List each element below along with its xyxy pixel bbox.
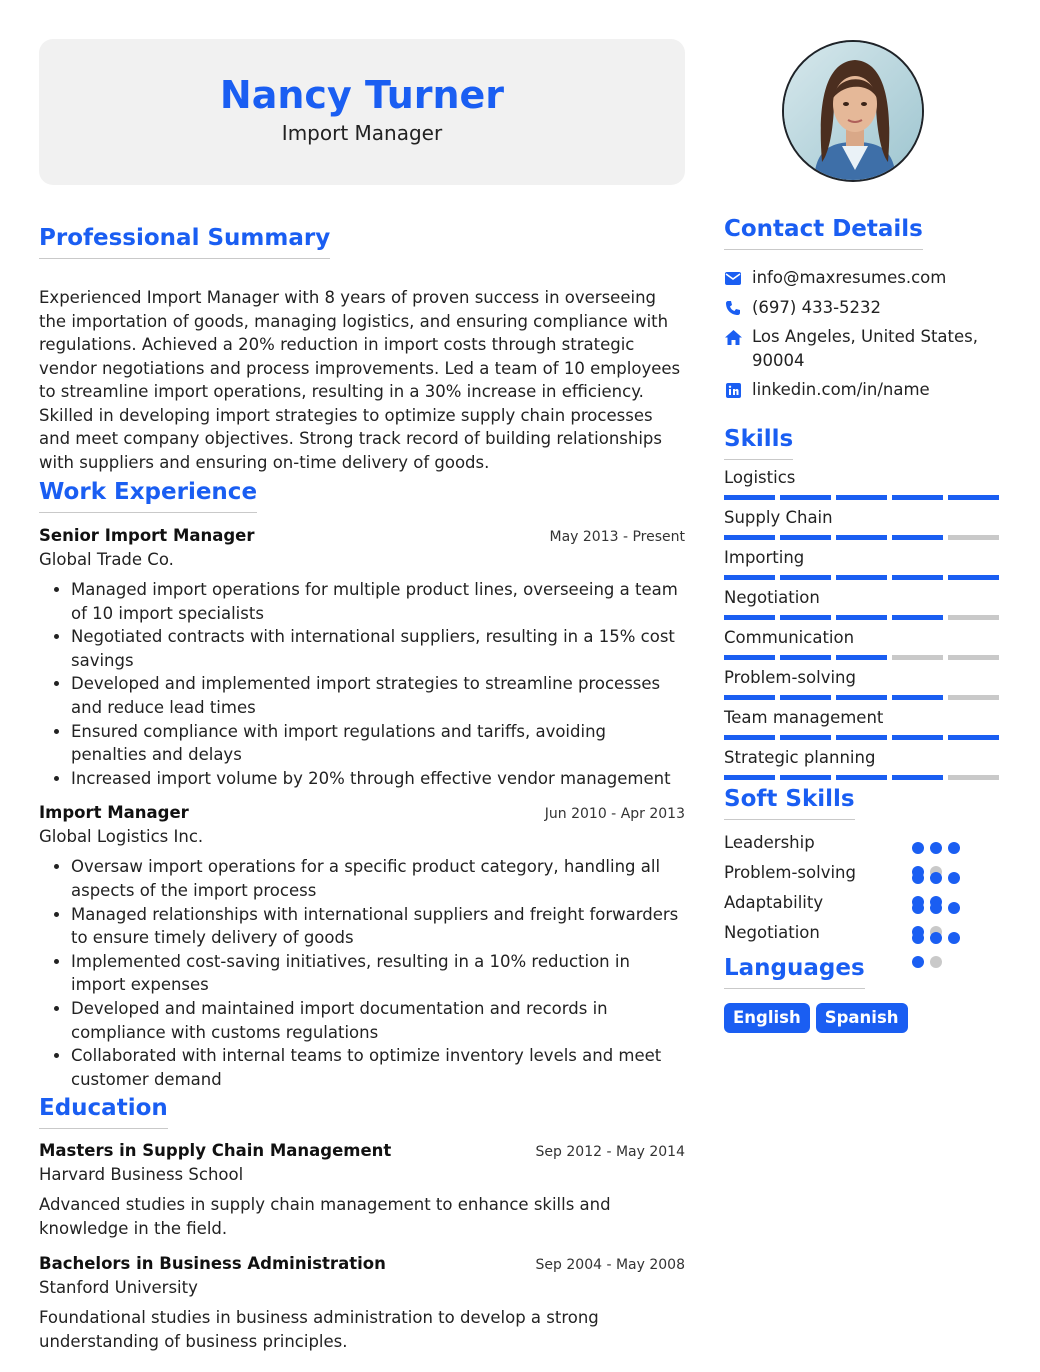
skill-bar [724, 775, 1000, 780]
bullet-item: • Oversaw import operations for a specific product category, handling all aspects of the import process [71, 855, 685, 902]
skill-item [724, 666, 1000, 700]
skill-bar-segment [836, 695, 887, 700]
bullet-item: • Developed and implemented import strategies to streamline processes and reduce lead times [71, 672, 685, 719]
skill-bar-segment [948, 775, 999, 780]
job-bullets [39, 578, 685, 790]
skill-bar-segment [836, 775, 887, 780]
address-text: Los Angeles, United States, 90004 [752, 327, 979, 370]
soft-skill-item [724, 921, 1000, 951]
skill-bar-segment [948, 575, 999, 580]
candidate-role: Import Manager [281, 121, 443, 145]
bullet-item: • Managed relationships with international suppliers and freight forwarders to ensure timely delivery of goods [71, 903, 685, 950]
skill-bar-segment [724, 775, 775, 780]
languages-heading: Languages [724, 953, 865, 989]
linkedin-icon [724, 381, 742, 399]
rating-dot [930, 872, 942, 884]
soft-skills-heading: Soft Skills [724, 784, 855, 820]
skill-bar-segment [780, 535, 831, 540]
job-title: Import Manager [39, 803, 189, 823]
skill-bar-segment [780, 615, 831, 620]
education-date: Sep 2012 - May 2014 [535, 1144, 685, 1161]
skill-item [724, 586, 1000, 620]
work-heading: Work Experience [39, 477, 257, 513]
skill-bar-segment [892, 535, 943, 540]
rating-dot [912, 902, 924, 914]
skill-bar-segment [724, 655, 775, 660]
phone-text: (697) 433-5232 [752, 297, 882, 317]
email-text: info@maxresumes.com [752, 268, 947, 287]
left-column [39, 223, 685, 1353]
skill-item [724, 746, 1000, 780]
skill-item [724, 466, 1000, 500]
skill-bar-segment [836, 495, 887, 500]
rating-dot [912, 872, 924, 884]
rating-dot [948, 842, 960, 854]
soft-skill-name: Problem-solving [724, 862, 856, 882]
skill-bar-segment [724, 695, 775, 700]
summary-text: Experienced Import Manager with 8 years of proven success in overseeing the importation of goods, managing logistics, and ensuring compliance with regulations. Achieved a 20% reduction in import costs through strategic vendor negotiations and process improvements. Led a team of 10 employees to streamline import operations, resulting in a 30% increase in efficiency. Skilled in developing import strategies to optimize supply chain processes and meet company objectives. Strong track record of building relationships with suppliers and ensuring on-time delivery of goods. [39, 288, 681, 472]
skill-bar-segment [836, 655, 887, 660]
profile-photo [782, 40, 924, 182]
contact-email[interactable] [724, 266, 1000, 290]
skill-bar-segment [836, 535, 887, 540]
header-card [39, 39, 685, 185]
skill-bar-segment [948, 695, 999, 700]
rating-dot [930, 842, 942, 854]
job-entry [39, 801, 685, 1091]
candidate-name: Nancy Turner [219, 73, 505, 117]
school-name: Harvard Business School [39, 1165, 244, 1185]
bullet-item: • Developed and maintained import documentation and records in compliance with customs regulations [71, 997, 685, 1044]
skill-bar-segment [892, 615, 943, 620]
skills-list [724, 466, 1000, 780]
soft-skill-name: Leadership [724, 832, 815, 852]
skill-name: Problem-solving [724, 667, 856, 687]
portrait-illustration [784, 42, 924, 182]
bullet-item: • Increased import volume by 20% through effective vendor management [71, 767, 685, 791]
skills-heading: Skills [724, 424, 793, 460]
rating-dot [912, 932, 924, 944]
soft-skill-item [724, 861, 1000, 891]
languages-list [724, 1003, 1000, 1033]
soft-skills-list [724, 831, 1000, 951]
education-entry [39, 1252, 685, 1353]
soft-skill-item [724, 831, 1000, 861]
bullet-item: • Implemented cost-saving initiatives, resulting in a 10% reduction in import expenses [71, 950, 685, 997]
skill-item [724, 626, 1000, 660]
skill-bar-segment [780, 655, 831, 660]
skill-bar-segment [948, 535, 999, 540]
skill-bar-segment [780, 495, 831, 500]
bullet-item: • Negotiated contracts with international suppliers, resulting in a 15% cost savings [71, 625, 685, 672]
skill-name: Negotiation [724, 587, 820, 607]
rating-dot [930, 956, 942, 968]
linkedin-text: linkedin.com/in/name [752, 380, 930, 399]
skill-bar-segment [724, 575, 775, 580]
education-heading: Education [39, 1093, 168, 1129]
contact-address [724, 325, 1000, 372]
degree-title: Bachelors in Business Administration [39, 1254, 386, 1274]
soft-skill-name: Negotiation [724, 922, 820, 942]
skill-bar [724, 615, 1000, 620]
skill-bar [724, 535, 1000, 540]
skill-name: Strategic planning [724, 747, 876, 767]
language-badge: English [724, 1003, 810, 1033]
education-description: Foundational studies in business administration to develop a strong understanding of business principles. [39, 1308, 599, 1351]
bullet-item: • Collaborated with internal teams to optimize inventory levels and meet customer demand [71, 1044, 685, 1091]
rating-dot [930, 932, 942, 944]
skill-bar-segment [948, 615, 999, 620]
skill-bar-segment [948, 495, 999, 500]
job-entry [39, 524, 685, 790]
skill-name: Importing [724, 547, 805, 567]
education-date: Sep 2004 - May 2008 [535, 1257, 685, 1274]
skill-bar-segment [948, 655, 999, 660]
rating-dot [948, 872, 960, 884]
soft-skill-name: Adaptability [724, 892, 824, 912]
rating-dot [912, 956, 924, 968]
skill-bar-segment [724, 615, 775, 620]
skill-bar-segment [724, 535, 775, 540]
rating-dot [912, 842, 924, 854]
skill-bar-segment [780, 695, 831, 700]
envelope-icon [724, 269, 742, 287]
skill-bar-segment [780, 775, 831, 780]
job-bullets [39, 855, 685, 1091]
skill-name: Logistics [724, 467, 796, 487]
contact-linkedin[interactable] [724, 378, 1000, 402]
contact-list [724, 266, 1000, 402]
skill-bar-segment [892, 655, 943, 660]
contact-phone[interactable] [724, 296, 1000, 320]
skill-bar-segment [780, 735, 831, 740]
bullet-item: • Ensured compliance with import regulations and tariffs, avoiding penalties and delays [71, 720, 685, 767]
skill-name: Team management [724, 707, 884, 727]
skill-name: Communication [724, 627, 855, 647]
school-name: Stanford University [39, 1278, 198, 1298]
bullet-item: • Managed import operations for multiple product lines, overseeing a team of 10 import specialists [71, 578, 685, 625]
skill-bar-segment [780, 575, 831, 580]
skill-bar-segment [836, 735, 887, 740]
skill-bar [724, 695, 1000, 700]
contact-heading: Contact Details [724, 214, 923, 250]
skill-bar-segment [892, 575, 943, 580]
skill-item [724, 706, 1000, 740]
job-company: Global Logistics Inc. [39, 827, 204, 847]
job-company: Global Trade Co. [39, 550, 174, 569]
home-icon [724, 328, 742, 346]
skill-bar [724, 495, 1000, 500]
degree-title: Masters in Supply Chain Management [39, 1141, 392, 1161]
education-description: Advanced studies in supply chain management to enhance skills and knowledge in the field. [39, 1195, 611, 1238]
skill-bar-segment [892, 775, 943, 780]
job-title: Senior Import Manager [39, 526, 255, 545]
skill-item [724, 506, 1000, 540]
phone-icon [724, 299, 742, 317]
skill-bar-segment [892, 695, 943, 700]
education-entry [39, 1139, 685, 1240]
job-date: Jun 2010 - Apr 2013 [544, 806, 685, 823]
skill-bar-segment [948, 735, 999, 740]
soft-skill-rating [912, 927, 982, 975]
skill-name: Supply Chain [724, 507, 833, 527]
skill-item [724, 546, 1000, 580]
skill-bar-segment [724, 495, 775, 500]
skill-bar [724, 575, 1000, 580]
rating-dot [948, 902, 960, 914]
rating-dot [948, 932, 960, 944]
rating-dot [930, 902, 942, 914]
soft-skill-item [724, 891, 1000, 921]
skill-bar-segment [836, 575, 887, 580]
skill-bar [724, 735, 1000, 740]
summary-heading: Professional Summary [39, 223, 330, 259]
skill-bar-segment [892, 735, 943, 740]
right-column [724, 214, 1000, 1033]
skill-bar-segment [836, 615, 887, 620]
skill-bar [724, 655, 1000, 660]
skill-bar-segment [892, 495, 943, 500]
skill-bar-segment [724, 735, 775, 740]
job-date: May 2013 - Present [549, 529, 685, 545]
language-badge: Spanish [816, 1003, 908, 1033]
